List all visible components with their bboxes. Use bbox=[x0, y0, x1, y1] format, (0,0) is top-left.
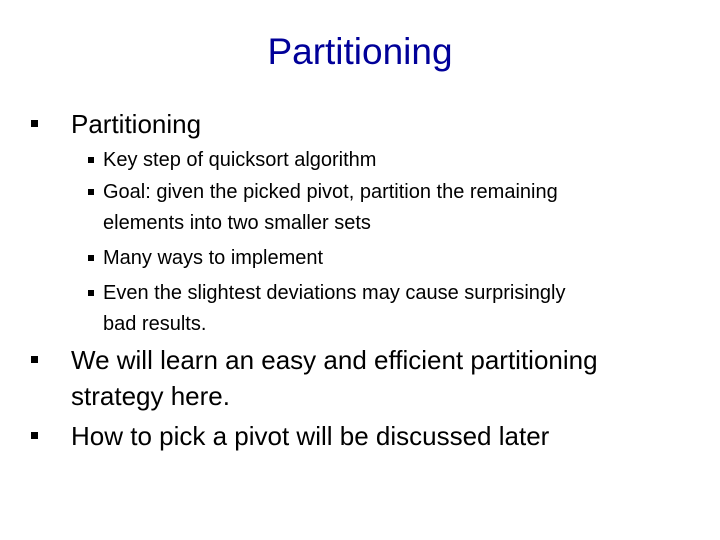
square-bullet-icon bbox=[88, 290, 94, 296]
bullet-learn-line1: We will learn an easy and efficient partitioning bbox=[71, 345, 598, 375]
bullet-partitioning: Partitioning bbox=[71, 109, 202, 139]
square-bullet-icon bbox=[31, 432, 38, 439]
square-bullet-icon bbox=[31, 356, 38, 363]
bullet-learn-line2: strategy here. bbox=[71, 381, 230, 411]
sub-bullet-key-step: Key step of quicksort algorithm bbox=[103, 149, 377, 171]
square-bullet-icon bbox=[88, 189, 94, 195]
slide-title: Partitioning bbox=[267, 31, 453, 72]
sub-bullet-goal-line1: Goal: given the picked pivot, partition the remaining bbox=[103, 181, 558, 203]
bullet-pick-pivot: How to pick a pivot will be discussed later bbox=[71, 421, 550, 451]
square-bullet-icon bbox=[88, 157, 94, 163]
sub-bullet-many-ways: Many ways to implement bbox=[103, 247, 324, 269]
sub-bullet-goal-line2: elements into two smaller sets bbox=[103, 212, 371, 234]
square-bullet-icon bbox=[31, 120, 38, 127]
sub-bullet-deviations-line2: bad results. bbox=[103, 313, 207, 335]
square-bullet-icon bbox=[88, 255, 94, 261]
sub-bullet-deviations-line1: Even the slightest deviations may cause surprisingly bbox=[103, 282, 566, 304]
